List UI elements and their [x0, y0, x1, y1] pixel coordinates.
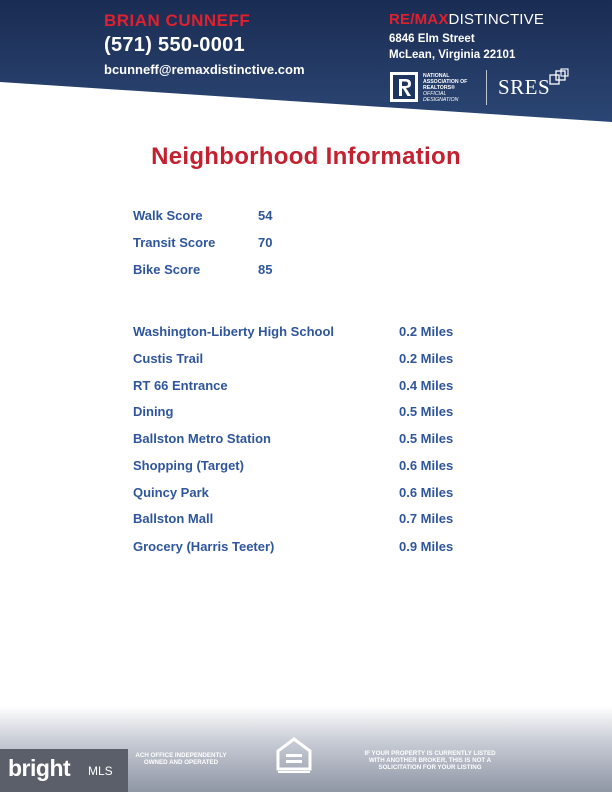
distance-row [133, 324, 473, 342]
distance-row [133, 511, 473, 529]
solicitation-disclaimer [350, 750, 510, 771]
distance-place: Dining [133, 404, 174, 419]
bright-mls-badge [0, 749, 128, 792]
agent-name: BRIAN CUNNEFF [104, 11, 251, 30]
nar-line: OFFICIAL [423, 91, 447, 97]
distance-place: Grocery (Harris Teeter) [133, 539, 275, 554]
distance-miles: 0.2 Miles [399, 324, 454, 339]
nar-line: NATIONAL [423, 73, 450, 79]
distance-row [133, 458, 473, 476]
sres-logo: SRES [498, 75, 551, 99]
distance-place: Ballston Metro Station [133, 431, 271, 446]
distance-miles: 0.6 Miles [399, 458, 454, 473]
office-city: McLean, Virginia 22101 [389, 49, 516, 61]
distance-miles: 0.9 Miles [399, 539, 454, 554]
distance-row [133, 351, 473, 369]
score-value: 54 [258, 208, 273, 223]
notice-line: ACH OFFICE INDEPENDENTLY [135, 752, 227, 759]
score-value: 85 [258, 262, 273, 277]
distance-place: Quincy Park [133, 485, 209, 500]
mls-wordmark: MLS [88, 764, 113, 778]
distance-row [133, 431, 473, 449]
distance-miles: 0.5 Miles [399, 404, 454, 419]
nar-designation [423, 73, 485, 103]
brokerage-logo [389, 11, 544, 28]
distance-place: Shopping (Target) [133, 458, 244, 473]
office-street: 6846 Elm Street [389, 33, 475, 45]
brand-distinctive: DISTINCTIVE [448, 11, 545, 28]
nar-line: ASSOCIATION OF [423, 79, 468, 85]
agent-phone: (571) 550-0001 [104, 34, 245, 56]
logo-divider [486, 70, 487, 105]
disclaimer-line: IF YOUR PROPERTY IS CURRENTLY LISTED [364, 750, 496, 757]
distance-place: RT 66 Entrance [133, 378, 228, 393]
distance-miles: 0.2 Miles [399, 351, 454, 366]
distance-miles: 0.6 Miles [399, 485, 454, 500]
distance-place: Custis Trail [133, 351, 204, 366]
independent-office-notice [126, 752, 236, 766]
page-title: Neighborhood Information [151, 143, 461, 170]
distance-miles: 0.5 Miles [399, 431, 454, 446]
disclaimer-line: SOLICITATION FOR YOUR LISTING [378, 764, 482, 771]
score-value: 70 [258, 235, 273, 250]
bright-wordmark: bright [8, 755, 71, 781]
distance-place: Washington-Liberty High School [133, 324, 335, 339]
disclaimer-line: WITH ANOTHER BROKER, THIS IS NOT A [368, 757, 492, 764]
distance-row [133, 539, 473, 557]
score-label: Transit Score [133, 235, 216, 250]
distance-row [133, 404, 473, 422]
distance-row [133, 485, 473, 503]
agent-email: bcunneff@remaxdistinctive.com [104, 62, 305, 77]
sres-squares-icon [548, 68, 570, 88]
score-label: Bike Score [133, 262, 201, 277]
distance-miles: 0.4 Miles [399, 378, 454, 393]
notice-line: OWNED AND OPERATED [143, 759, 219, 766]
brand-remax: RE/MAX [389, 11, 449, 28]
score-label: Walk Score [133, 208, 203, 223]
nar-line: REALTORS® [423, 85, 455, 91]
realtor-r-icon [389, 71, 419, 103]
nar-line: DESIGNATION [423, 97, 459, 103]
distance-place: Ballston Mall [133, 511, 214, 526]
distance-miles: 0.7 Miles [399, 511, 454, 526]
distance-row [133, 378, 473, 396]
equal-housing-opportunity-icon [274, 736, 314, 776]
